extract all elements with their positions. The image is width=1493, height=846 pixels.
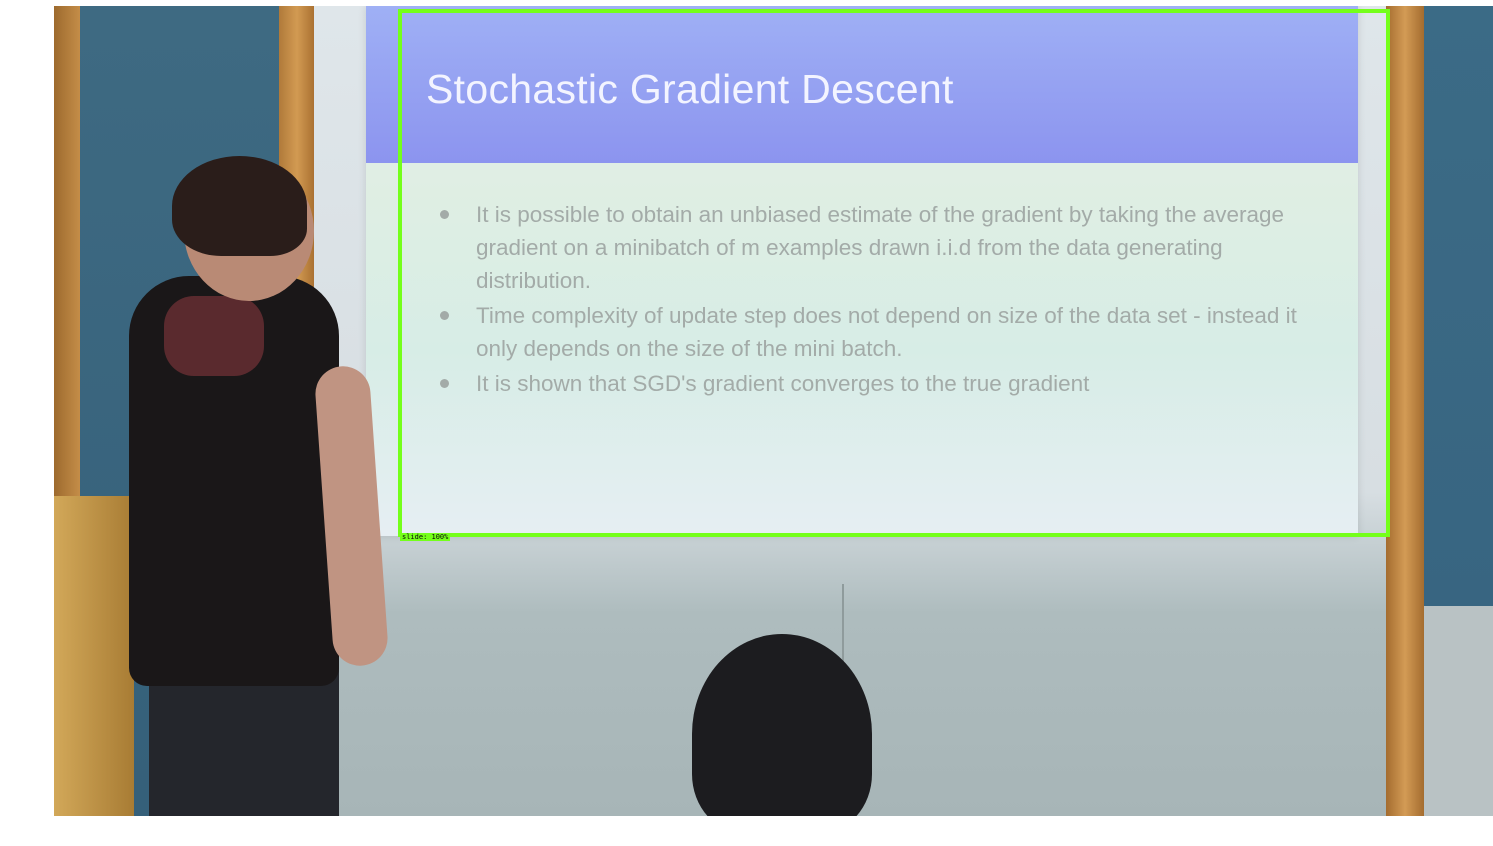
- detection-label: slide: 100%: [402, 533, 449, 541]
- slide-title: Stochastic Gradient Descent: [426, 66, 954, 112]
- presenter-collar: [164, 296, 264, 376]
- wall-right: [1413, 6, 1493, 606]
- bullet-text: It is possible to obtain an unbiased estimate of the gradient by taking the average gradient on a minibatch of m examples drawn i.i.d from the data generating distribution.: [476, 202, 1285, 293]
- board-frame-right: [1386, 6, 1424, 816]
- podium: [54, 496, 134, 816]
- slide-detection-box: [398, 9, 1390, 537]
- bullet-text: It is shown that SGD's gradient converges to the true gradient: [476, 371, 1090, 396]
- bullet-text: Time complexity of update step does not depend on size of the data set - instead it only depends on the size of the mini batch.: [476, 303, 1297, 361]
- presenter-hair: [172, 156, 307, 256]
